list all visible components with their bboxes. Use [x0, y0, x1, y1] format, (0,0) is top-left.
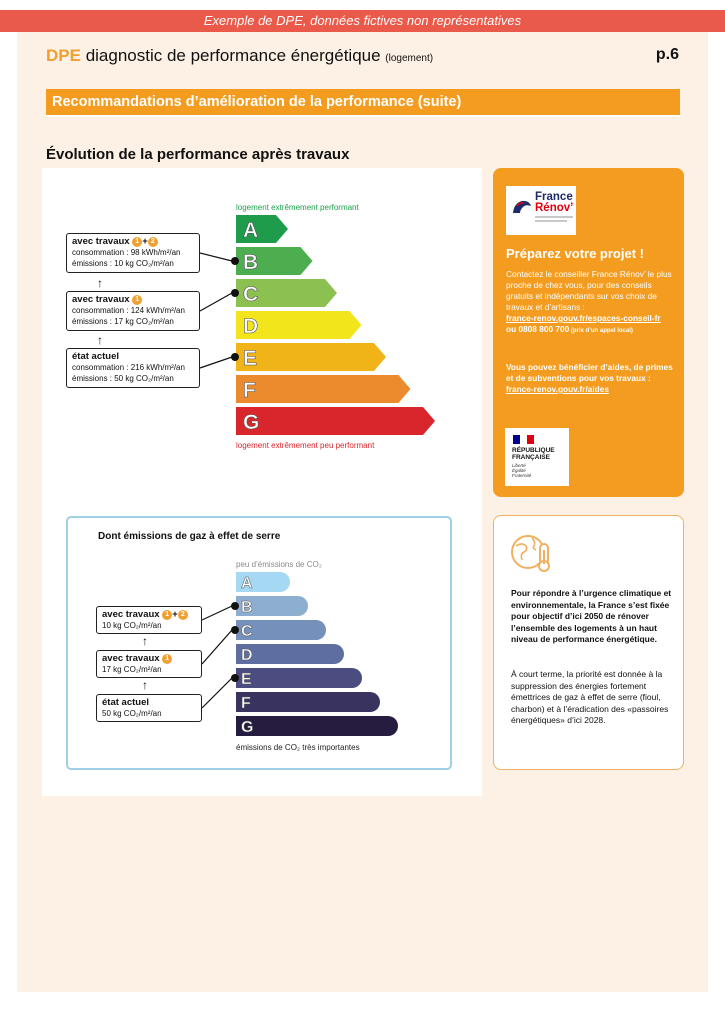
link-aides[interactable]: france-renov.gouv.fr/aides: [506, 384, 609, 394]
arrow-up-icon: ↑: [142, 634, 148, 648]
ghg-step-etat-actuel: état actuel 50 kg CO₂/m²/an: [96, 694, 202, 722]
card-aides-text: Vous pouvez bénéficier d’aides, de primes et de subventions pour vos travaux : france-renov.gouv.fr/aides: [506, 362, 673, 394]
ghg-connector-dot: [231, 626, 239, 634]
badge-1-icon: 1: [132, 295, 142, 305]
france-renov-logo: France Rénov’: [506, 186, 576, 235]
france-renov-card: [493, 168, 684, 497]
ghg-class-g-bar: [236, 716, 398, 736]
energy-step-travaux-1: avec travaux 1 consommation : 124 kWh/m²/an émissions : 17 kg CO₂/m²/an: [66, 291, 200, 331]
energy-class-d-label: D: [243, 315, 259, 338]
ghg-title: Dont émissions de gaz à effet de serre: [98, 531, 281, 542]
energy-step-travaux-1-2: avec travaux 1 + 2 consommation : 98 kWh/m²/an émissions : 10 kg CO₂/m²/an: [66, 233, 200, 273]
ghg-class-e-bar: [236, 668, 362, 688]
card-heading: Préparez votre projet !: [506, 246, 644, 261]
badge-1-icon: 1: [162, 654, 172, 664]
globe-thermometer-icon: [508, 528, 556, 576]
ghg-class-a-label: A: [241, 575, 253, 592]
ghg-connector-dot: [231, 674, 239, 682]
badge-2-icon: 2: [178, 610, 188, 620]
ghg-class-d-label: D: [241, 647, 253, 664]
link-espaces-conseil[interactable]: france-renov.gouv.fr/espaces-conseil-fr: [506, 313, 661, 323]
energy-step-etat-actuel: état actuel consommation : 216 kWh/m²/an émissions : 50 kg CO₂/m²/an: [66, 348, 200, 388]
section-title-bar: Recommandations d’amélioration de la performance (suite): [46, 89, 680, 115]
energy-class-c-label: C: [243, 283, 259, 306]
arrow-up-icon: ↑: [142, 678, 148, 692]
ghg-step-travaux-1-2: avec travaux 1 + 2 10 kg CO₂/m²/an: [96, 606, 202, 634]
badge-1-icon: 1: [132, 237, 142, 247]
ghg-class-c-label: C: [241, 623, 253, 640]
energy-class-g-label: G: [243, 411, 260, 434]
ghg-step-travaux-1: avec travaux 1 17 kg CO₂/m²/an: [96, 650, 202, 678]
energy-class-a-label: A: [243, 219, 259, 242]
ghg-class-g-label: G: [241, 719, 254, 736]
page-header-title: DPE diagnostic de performance énergétique (logement): [46, 46, 434, 65]
energy-class-b-label: B: [243, 251, 259, 274]
climate-text: À court terme, la priorité est donnée à la suppression des énergies fortement émettrices de gaz à effet de serre (fioul, charbon) et à l’éradication des «passoires énergétiques» d’ici 2028.: [511, 669, 669, 725]
energy-top-note: logement extrêmement performant: [236, 203, 359, 212]
ghg-connector-dot: [231, 602, 239, 610]
ghg-class-e-label: E: [241, 671, 252, 688]
climate-text-bold: Pour répondre à l’urgence climatique et environnementale, la France s’est fixée pour objectif d’ici 2050 de rénover l’ensemble des logements à un haut niveau de performance énergétique.: [511, 588, 672, 644]
badge-2-icon: 2: [148, 237, 158, 247]
republique-francaise-logo: RÉPUBLIQUE FRANÇAISE Liberté Égalité Fraternité: [505, 428, 569, 486]
evolution-title: Évolution de la performance après travaux: [46, 146, 350, 163]
arrow-up-icon: ↑: [97, 333, 103, 347]
card-contact-text: Contactez le conseiller France Rénov’ le plus proche de chez vous, pour des conseils gratuits et indépendants sur vos choix de travaux et d’artisans : france-renov.gouv.fr/espaces-conseil-fr ou 0808 800 700 (prix d’un appel local): [506, 269, 672, 334]
ghg-connector-line: [202, 678, 232, 708]
ghg-top-note: peu d’émissions de CO₂: [236, 560, 322, 569]
ghg-class-f-label: F: [241, 695, 251, 712]
house-logo-icon: [511, 197, 533, 215]
ghg-class-f-bar: [236, 692, 380, 712]
phone-number: 0808 800 700: [518, 324, 570, 334]
ghg-connector-line: [202, 630, 232, 664]
example-banner: Exemple de DPE, données fictives non représentatives: [0, 10, 725, 32]
ghg-connector-line: [202, 606, 232, 620]
climate-card: [493, 515, 684, 770]
ghg-bottom-note: émissions de CO₂ très importantes: [236, 743, 360, 752]
arrow-up-icon: ↑: [97, 276, 103, 290]
french-flag-icon: [513, 435, 534, 444]
energy-class-e-label: E: [243, 347, 258, 370]
page-number: p.6: [655, 46, 679, 63]
ghg-class-b-label: B: [241, 599, 253, 616]
badge-1-icon: 1: [162, 610, 172, 620]
energy-bottom-note: logement extrêmement peu performant: [236, 441, 375, 450]
energy-class-f-label: F: [243, 379, 256, 402]
